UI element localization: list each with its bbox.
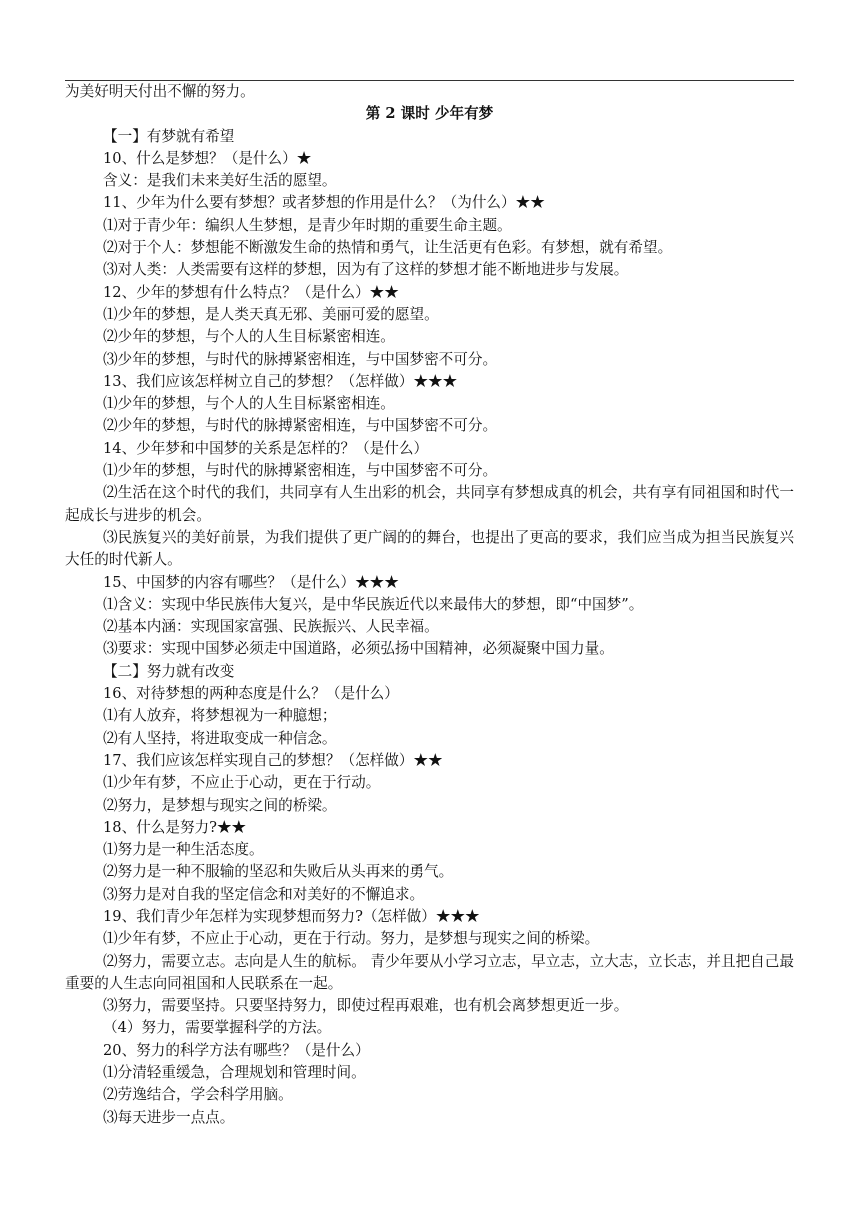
text-line: 19、我们青少年怎样为实现梦想而努力?（怎样做）★★★ bbox=[103, 907, 480, 925]
text-line: ⑴少年的梦想，与时代的脉搏紧密相连，与中国梦密不可分。 bbox=[103, 462, 498, 480]
document-page bbox=[65, 81, 794, 1129]
intro-line: 为美好明天付出不懈的努力。 bbox=[65, 83, 255, 100]
text-line: 13、我们应该怎样树立自己的梦想？（怎样做）★★★ bbox=[103, 372, 458, 390]
text-line: ⑶要求：实现中国梦必须走中国道路，必须弘扬中国精神，必须凝聚中国力量。 bbox=[103, 640, 614, 658]
text-line: ⑶少年的梦想，与时代的脉搏紧密相连，与中国梦密不可分。 bbox=[103, 350, 498, 368]
text-line: ⑵少年的梦想，与时代的脉搏紧密相连，与中国梦密不可分。 bbox=[103, 417, 498, 435]
text-line: ⑴有人放弃，将梦想视为一种臆想； bbox=[103, 707, 337, 725]
text-line: ⑴少年的梦想，是人类天真无邪、美丽可爱的愿望。 bbox=[103, 305, 439, 323]
text-line: 10、什么是梦想？（是什么）★ bbox=[103, 149, 312, 167]
text-line: ⑶民族复兴的美好前景，为我们提供了更广阔的的舞台，也提出了更高的要求，我们应当成为担当民族复兴大任的时代新人。 bbox=[65, 528, 794, 569]
text-line: ⑵生活在这个时代的我们，共同享有人生出彩的机会，共同享有梦想成真的机会，共有享有同祖国和时代一起成长与进步的机会。 bbox=[65, 484, 794, 524]
text-line: 12、少年的梦想有什么特点？（是什么）★★ bbox=[103, 283, 399, 301]
text-line: ⑵有人坚持，将进取变成一种信念。 bbox=[103, 729, 337, 747]
lesson-title: 第 2 课时 少年有梦 bbox=[365, 105, 494, 123]
text-line: 18、什么是努力?★★ bbox=[103, 818, 247, 836]
text-line: ⑴少年有梦，不应止于心动，更在于行动。 bbox=[103, 774, 381, 792]
text-line: 16、对待梦想的两种态度是什么？（是什么） bbox=[103, 685, 399, 703]
text-line: 15、中国梦的内容有哪些？（是什么）★★★ bbox=[103, 573, 399, 591]
text-line: 【二】努力就有改变 bbox=[103, 662, 235, 680]
text-line: ⑶每天进步一点点。 bbox=[103, 1108, 235, 1126]
text-line: ⑴少年有梦，不应止于心动，更在于行动。努力，是梦想与现实之间的桥梁。 bbox=[103, 930, 600, 948]
text-line: 17、我们应该怎样实现自己的梦想？（怎样做）★★ bbox=[103, 751, 443, 769]
text-line: ⑵对于个人：梦想能不断激发生命的热情和勇气，让生活更有色彩。有梦想，就有希望。 bbox=[103, 239, 673, 257]
text-line: 11、少年为什么要有梦想？或者梦想的作用是什么？（为什么）★★ bbox=[103, 194, 545, 212]
text-line: ⑵努力，是梦想与现实之间的桥梁。 bbox=[103, 796, 337, 814]
text-line: ⑵基本内涵：实现国家富强、民族振兴、人民幸福。 bbox=[103, 618, 439, 636]
text-line: ⑴含义：实现中华民族伟大复兴，是中华民族近代以来最伟大的梦想，即“中国梦”。 bbox=[103, 595, 644, 613]
text-line: ⑵努力是一种不服输的坚忍和失败后从头再来的勇气。 bbox=[103, 863, 454, 881]
text-line: ⑵少年的梦想，与个人的人生目标紧密相连。 bbox=[103, 328, 395, 346]
document-body bbox=[65, 126, 794, 1129]
text-line: 20、努力的科学方法有哪些？（是什么） bbox=[103, 1041, 370, 1059]
text-line: （4）努力，需要掌握科学的方法。 bbox=[103, 1019, 332, 1037]
text-line: 含义：是我们未来美好生活的愿望。 bbox=[103, 172, 337, 190]
text-line: ⑴少年的梦想，与个人的人生目标紧密相连。 bbox=[103, 395, 395, 413]
text-line: ⑶努力，需要坚持。只要坚持努力，即使过程再艰难，也有机会离梦想更近一步。 bbox=[103, 997, 629, 1015]
text-line: ⑴对于青少年：编织人生梦想，是青少年时期的重要生命主题。 bbox=[103, 216, 512, 234]
text-line: 【一】有梦就有希望 bbox=[103, 127, 235, 145]
text-line: ⑶对人类：人类需要有这样的梦想，因为有了这样的梦想才能不断地进步与发展。 bbox=[103, 261, 629, 279]
text-line: ⑵努力，需要立志。志向是人生的航标。 青少年要从小学习立志，早立志，立大志，立长志，并且把自己最重要的人生志向同祖国和人民联系在一起。 bbox=[65, 952, 794, 992]
text-line: ⑴分清轻重缓急，合理规划和管理时间。 bbox=[103, 1064, 366, 1082]
text-line: ⑶努力是对自我的坚定信念和对美好的不懈追求。 bbox=[103, 885, 425, 903]
text-line: ⑵劳逸结合，学会科学用脑。 bbox=[103, 1086, 293, 1104]
text-line: 14、少年梦和中国梦的关系是怎样的？（是什么） bbox=[103, 439, 429, 457]
text-line: ⑴努力是一种生活态度。 bbox=[103, 841, 264, 859]
